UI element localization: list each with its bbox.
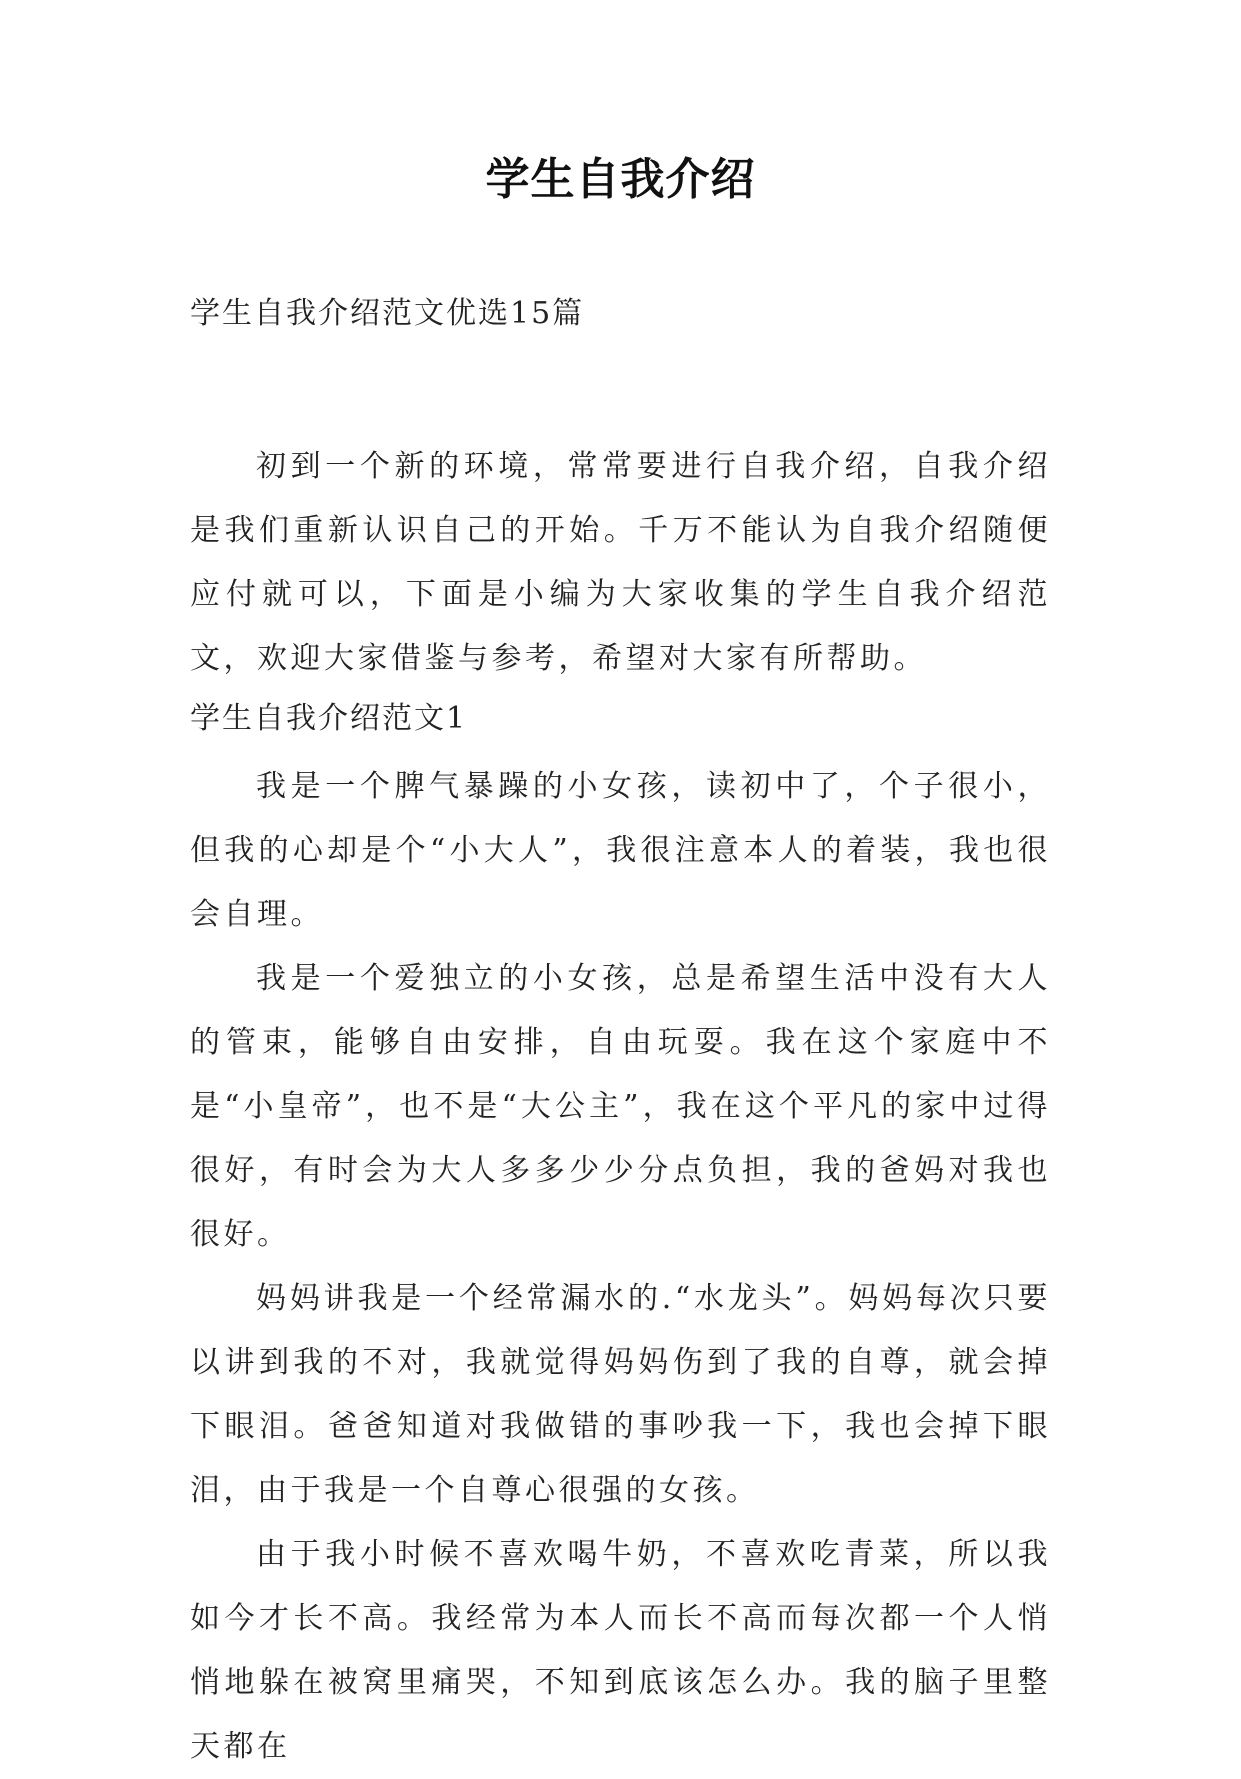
body-paragraph-1: 我是一个脾气暴躁的小女孩，读初中了，个子很小，但我的心却是个“小大人”，我很注意本人的着装，我也很会自理。 bbox=[190, 769, 1051, 932]
section-heading: 学生自我介绍范文1 bbox=[190, 701, 468, 736]
intro-paragraph: 初到一个新的环境，常常要进行自我介绍，自我介绍是我们重新认识自己的开始。千万不能认为自我介绍随便应付就可以，下面是小编为大家收集的学生自我介绍范文，欢迎大家借鉴与参考，希望对大家有所帮助。 bbox=[190, 449, 1051, 676]
document-subtitle: 学生自我介绍范文优选15篇 bbox=[190, 296, 585, 331]
body-paragraph-3: 妈妈讲我是一个经常漏水的.“水龙头”。妈妈每次只要以讲到我的不对，我就觉得妈妈伤到了我的自尊，就会掉下眼泪。爸爸知道对我做错的事吵我一下，我也会掉下眼泪，由于我是一个自尊心很强的女孩。 bbox=[190, 1281, 1051, 1508]
body-text bbox=[190, 755, 1051, 1779]
body-paragraph-4: 由于我小时候不喜欢喝牛奶，不喜欢吃青菜，所以我如今才长不高。我经常为本人而长不高而每次都一个人悄悄地躲在被窝里痛哭，不知到底该怎么办。我的脑子里整天都在 bbox=[190, 1537, 1051, 1764]
body-paragraph-2: 我是一个爱独立的小女孩，总是希望生活中没有大人的管束，能够自由安排，自由玩耍。我在这个家庭中不是“小皇帝”，也不是“大公主”，我在这个平凡的家中过得很好，有时会为大人多多少少分点负担，我的爸妈对我也很好。 bbox=[190, 961, 1051, 1252]
document-title: 学生自我介绍 bbox=[485, 154, 756, 205]
